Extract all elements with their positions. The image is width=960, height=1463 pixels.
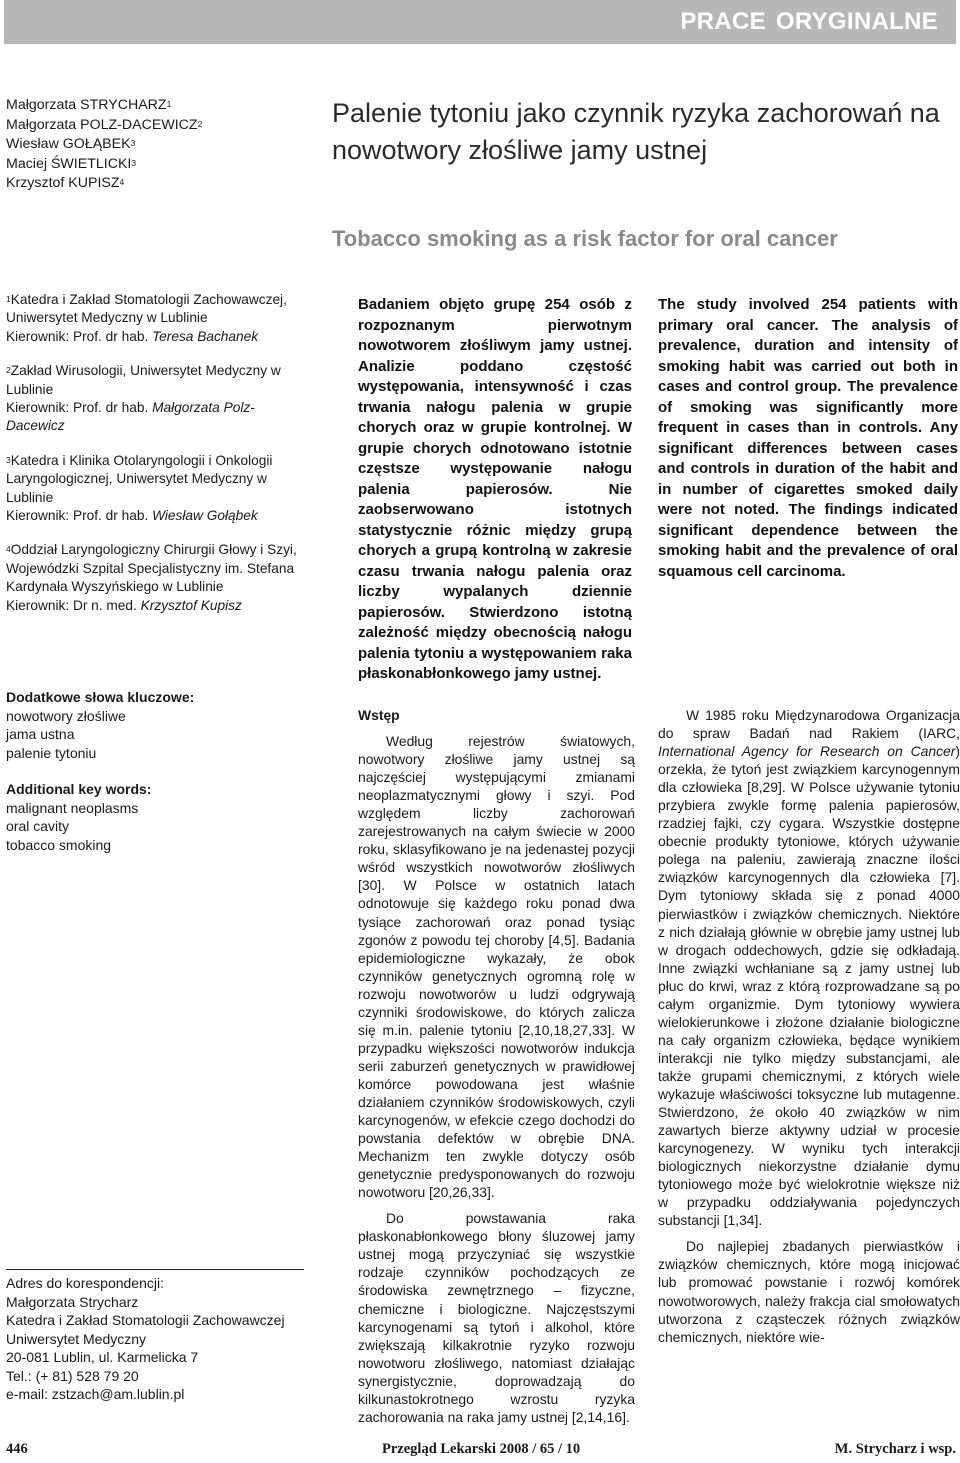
keywords-pl-heading: Dodatkowe słowa kluczowe: bbox=[6, 689, 195, 705]
correspondence-line: Tel.: (+ 81) 528 79 20 bbox=[6, 1367, 139, 1384]
body-column-1 bbox=[358, 706, 635, 1426]
body-column-2 bbox=[658, 706, 960, 1346]
body-paragraph: Do powstawania raka płaskonabłonkowego błony śluzowej jamy ustnej mogą przyczyniać się wszystkie rodzaje czynników pochodzących ze środowiska zewnętrznego – fizyczne, chemiczne i biologiczne. Najczęstszymi karcynogenami są tytoń i alkohol, które zwiększają kilkakrotnie ryzyko rozwoju nowotworu złośliwego, natomiast działając synergistycznie, doprowadzają do kilkunastokrotnego wzrostu ryzyka zachorowania na raka jamy ustnej [2,14,16]. bbox=[358, 1210, 635, 1425]
keyword-item: jama ustna bbox=[6, 726, 75, 742]
keyword-item: tobacco smoking bbox=[6, 836, 112, 853]
keywords-en-heading: Additional key words: bbox=[6, 781, 152, 797]
page-number: 446 bbox=[6, 1441, 28, 1457]
affiliation-item: $^2$Zakład Wirusologii, Uniwersytet Medyczny w Lublinie Kierownik: Prof. dr hab. Małgorzata Polz-Dacewicz bbox=[6, 363, 281, 434]
body-paragraph: Według rejestrów światowych, nowotwory złośliwe jamy ustnej są najczęściej występującymi zmianami neoplazmatycznymi głowy i szyi. Pod względem liczby zachorowań zarejestrowanych na całym świecie w 2000 roku, sklasyfikowano je na jedenastej pozycji wśród wszystkich nowotworów złośliwych [30]. W Polsce w ostatnich latach odnotowuje się każdego roku ponad dwa tysiące zachorowań oraz ponad tysiąc zgonów z powodu tej choroby [4,5]. Badania epidemiologiczne wykazały, że obok czynników genetycznych ogromną rolę w rozwoju nowotworów u ludzi odgrywają czynniki środowiskowe, do których zalicza się m.in. palenie tytoniu [2,10,18,27,33]. W przypadku większości nowotworów indukcja serii zaburzeń genetycznych w prawidłowej komórce powodowana jest właśnie działaniem czynników środowiskowych, czyli karcynogenów, w efekcie czego dochodzi do powstania defektów w obrębie DNA. Mechanizm ten zwykle dotyczy osób genetycznie predysponowanych do rozwoju nowotworu [20,26,33]. bbox=[358, 733, 635, 1201]
keyword-item: palenie tytoniu bbox=[6, 744, 97, 761]
correspondence-line: Katedra i Zakład Stomatologii Zachowawczej bbox=[6, 1312, 285, 1328]
keyword-item: nowotwory złośliwe bbox=[6, 707, 126, 724]
author-item: Krzysztof KUPISZ$^4$ bbox=[6, 175, 125, 191]
author-item: Małgorzata POLZ-DACEWICZ$^2$ bbox=[6, 116, 203, 133]
abstract-polish: Badaniem objęto grupę 254 osób z rozpoznanym pierwotnym nowotworem złośliwym jamy ustnej. Analizie poddano częstość występowania, intensywność i czas trwania nałogu palenia w grupie chorych oraz w grupie kontrolnej. W grupie chorych odnotowano istotnie częstsze występowanie nałogu palenia papierosów. Nie zaobserwowano istotnych statystycznie różnic między grupą chorych a grupą kontrolną w zakresie czasu trwania nałogu palenia oraz liczby wypalanych dziennie papierosów. Stwierdzono istotną zależność między obecnością nałogu palenia tytoniu a występowaniem raka płaskonabłonkowego jamy ustnej. bbox=[358, 296, 632, 682]
section-banner bbox=[4, 0, 956, 44]
correspondence-line: Małgorzata Strycharz bbox=[6, 1293, 139, 1310]
keyword-item: malignant neoplasms bbox=[6, 799, 139, 816]
section-label-word1: PRACE bbox=[680, 8, 766, 35]
section-heading-intro: Wstęp bbox=[358, 707, 400, 723]
page-footer bbox=[6, 1441, 956, 1461]
correspondence-line: Uniwersytet Medyczny bbox=[6, 1330, 147, 1347]
divider bbox=[6, 1269, 304, 1270]
section-label-word2: ORYGINALNE bbox=[775, 8, 938, 35]
article-title: Palenie tytoniu jako czynnik ryzyka zachorowań na nowotwory złośliwe jamy ustnej bbox=[332, 98, 940, 165]
author-item: Małgorzata STRYCHARZ$^1$ bbox=[6, 97, 172, 113]
affiliation-item: $^3$Katedra i Klinika Otolaryngologii i Onkologii Laryngologicznej, Uniwersytet Medyczny w Lublinie Kierownik: Prof. dr hab. Wiesław Gołąbek bbox=[6, 452, 273, 524]
affiliations bbox=[6, 291, 306, 631]
article-subtitle-en: Tobacco smoking as a risk factor for oral cancer bbox=[332, 226, 838, 251]
correspondence-line: 20-081 Lublin, ul. Karmelicka 7 bbox=[6, 1349, 199, 1365]
correspondence-heading: Adres do korespondencji: bbox=[6, 1275, 164, 1291]
running-author: M. Strycharz i wsp. bbox=[834, 1441, 956, 1457]
correspondence-block bbox=[6, 1269, 306, 1404]
affiliation-item: $^4$Oddział Laryngologiczny Chirurgii Głowy i Szyi, Wojewódzki Szpital Specjalistyczny im. Stefana Kardynała Wyszyńskiego w Lublinie Kierownik: Dr n. med. Krzysztof Kupisz bbox=[6, 542, 297, 613]
keywords-block bbox=[6, 688, 306, 854]
author-list bbox=[6, 96, 306, 194]
author-item: Maciej ŚWIETLICKI$^3$ bbox=[6, 155, 137, 172]
abstract-english: The study involved 254 patients with primary oral cancer. The analysis of prevalence, duration and intensity of smoking habit was carried out both in cases and control group. The prevalence of smoking was significantly more frequent in cases than in controls. Any significant differences between cases and controls in duration of the habit and in number of cigarettes smoked daily were not noted. The findings indicated significant dependence between the smoking habit and the prevalence of oral squamous cell carcinoma. bbox=[658, 296, 958, 580]
body-paragraph: W 1985 roku Międzynarodowa Organizacja do spraw Badań nad Rakiem (IARC, International Agency for Research on Cancer) orzekła, że tytoń jest związkiem karcynogennym dla człowieka [8,29]. W Polsce używanie tytoniu przybiera zwykle formę palenia papierosów, rzadziej fajki, czy cygara. Wszystkie dostępne obecnie produkty tytoniowe, których używanie polega na paleniu, zawierają znaczne ilości związków karcynogennych dla człowieka [7]. Dym tytoniowy składa się z ponad 4000 pierwiastków i związków chemicznych. Niektóre z nich działają głównie w obrębie jamy ustnej lub w drogach oddechowych, gdzie się odkładają. Inne związki wchłaniane są z jamy ustnej lub płuc do krwi, wraz z którą rozprowadzane są po całym organizmie. Dym tytoniowy wywiera wielokierunkowe i złożone działanie biologiczne na cały organizm człowieka, będące wynikiem interakcji nie tylko między substancjami, ale także grupami chemicznymi, z których wiele wykazuje właściwości toksyczne lub mutagenne. Stwierdzono, że około 40 związków w nim zawartych bierze aktywny udział w procesie karcynogenezy. W wyniku tych interakcji biologicznych niekorzystne działanie dymu tytoniowego może być wielokrotnie większe niż w przypadku oddziaływania pojedynczych substancji [1,34]. bbox=[658, 707, 960, 1229]
author-item: Wiesław GOŁĄBEK$^3$ bbox=[6, 136, 136, 152]
journal-citation: Przegląd Lekarski 2008 / 65 / 10 bbox=[382, 1441, 581, 1457]
keyword-item: oral cavity bbox=[6, 818, 70, 834]
affiliation-item: $^1$Katedra i Zakład Stomatologii Zachowawczej, Uniwersytet Medyczny w Lublinie Kierownik: Prof. dr hab. Teresa Bachanek bbox=[6, 292, 287, 344]
correspondence-email: e-mail: zstzach@am.lublin.pl bbox=[6, 1386, 185, 1402]
body-paragraph: Do najlepiej zbadanych pierwiastków i związków chemicznych, które mogą inicjować lub promować powstanie i rozwój komórek nowotworowych, należy frakcja cial smołowatych utworzona z cząsteczek różnych związków chemicznych, niektóre wie- bbox=[658, 1238, 960, 1345]
